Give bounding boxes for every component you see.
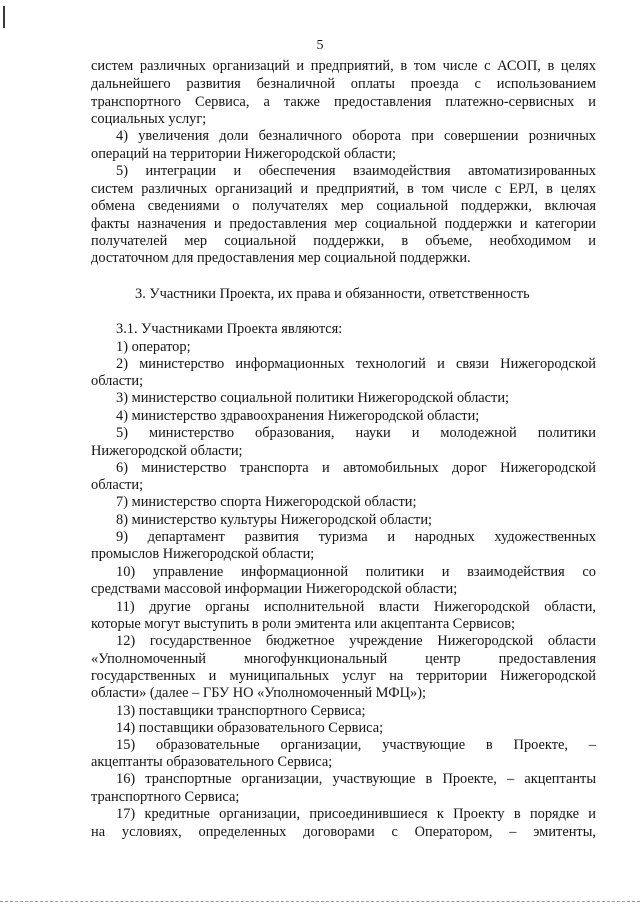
text-line: 4) увеличения доли безналичного оборота при совершении розничных: [116, 128, 596, 144]
text-line: систем различных организаций и предприятий, в том числе с ЕРЛ, в целях: [91, 181, 596, 197]
text-line: обмена сведениями о получателях мер социальной поддержки, включая: [91, 198, 596, 214]
scan-edge-mark: [3, 6, 5, 28]
text-line: социальных услуг;: [91, 111, 207, 127]
list-item: 4) министерство здравоохранения Нижегородской области;: [116, 408, 480, 424]
list-item: 13) поставщики транспортного Сервиса;: [116, 703, 366, 719]
list-item: на условиях, определенных договорами с Оператором, – эмитенты,: [91, 824, 596, 840]
list-item: 12) государственное бюджетное учреждение Нижегородской области: [116, 633, 596, 649]
list-item: акцептанты образовательного Сервиса;: [91, 754, 333, 770]
list-item: 7) министерство спорта Нижегородской области;: [116, 494, 417, 510]
text-line: систем различных организаций и предприятий, в том числе с АСОП, в целях: [91, 58, 596, 74]
list-item: «Уполномоченный многофункциональный центр предоставления: [91, 651, 596, 667]
list-item: государственных и муниципальных услуг на территории Нижегородской: [91, 668, 596, 684]
text-line: факты назначения и предоставления мер социальной поддержки и категории: [91, 216, 596, 232]
list-item: 15) образовательные организации, участвующие в Проекте, –: [116, 737, 596, 753]
text-line: получателей мер социальной поддержки, в объеме, необходимом и: [91, 233, 596, 249]
list-item: 3) министерство социальной политики Нижегородской области;: [116, 390, 510, 406]
list-item: транспортного Сервиса;: [91, 789, 240, 805]
list-item: 10) управление информационной политики и взаимодействия со: [116, 564, 596, 580]
text-line: транспортного Сервиса, а также предоставления платежно-сервисных и: [91, 94, 596, 110]
list-item: области;: [91, 477, 144, 493]
list-item: 11) другие органы исполнительной власти Нижегородской области,: [116, 599, 596, 615]
list-item: 1) оператор;: [116, 339, 191, 355]
list-item: 6) министерство транспорта и автомобильных дорог Нижегородской: [116, 460, 596, 476]
text-line: 3.1. Участниками Проекта являются:: [116, 321, 343, 337]
list-item: средствами массовой информации Нижегородской области;: [91, 581, 458, 597]
text-line: дальнейшего развития безналичной оплаты проезда с использованием: [91, 76, 596, 92]
text-line: операций на территории Нижегородской области;: [91, 146, 397, 162]
section-heading: 3. Участники Проекта, их права и обязанности, ответственность: [135, 286, 530, 302]
page-number: 5: [316, 38, 324, 53]
list-item: 17) кредитные организации, присоединившиеся к Проекту в порядке и: [116, 806, 596, 822]
list-item: 14) поставщики образовательного Сервиса;: [116, 720, 384, 736]
list-item: 9) департамент развития туризма и народных художественных: [116, 529, 596, 545]
list-item: 8) министерство культуры Нижегородской области;: [116, 512, 433, 528]
list-item: Нижегородской области;: [91, 443, 243, 459]
scan-bottom-edge: [0, 901, 640, 903]
text-line: 5) интеграции и обеспечения взаимодействия автоматизированных: [116, 163, 596, 179]
text-line: достаточном для предоставления мер социальной поддержки.: [91, 250, 471, 266]
list-item: 16) транспортные организации, участвующие в Проекте, – акцептанты: [116, 771, 596, 787]
list-item: 2) министерство информационных технологий и связи Нижегородской: [116, 356, 596, 372]
list-item: области;: [91, 373, 144, 389]
list-item: которые могут выступить в роли эмитента или акцептанта Сервисов;: [91, 616, 516, 632]
list-item: области» (далее – ГБУ НО «Уполномоченный МФЦ»);: [91, 685, 427, 701]
list-item: 5) министерство образования, науки и молодежной политики: [116, 425, 596, 441]
list-item: промыслов Нижегородской области;: [91, 546, 315, 562]
